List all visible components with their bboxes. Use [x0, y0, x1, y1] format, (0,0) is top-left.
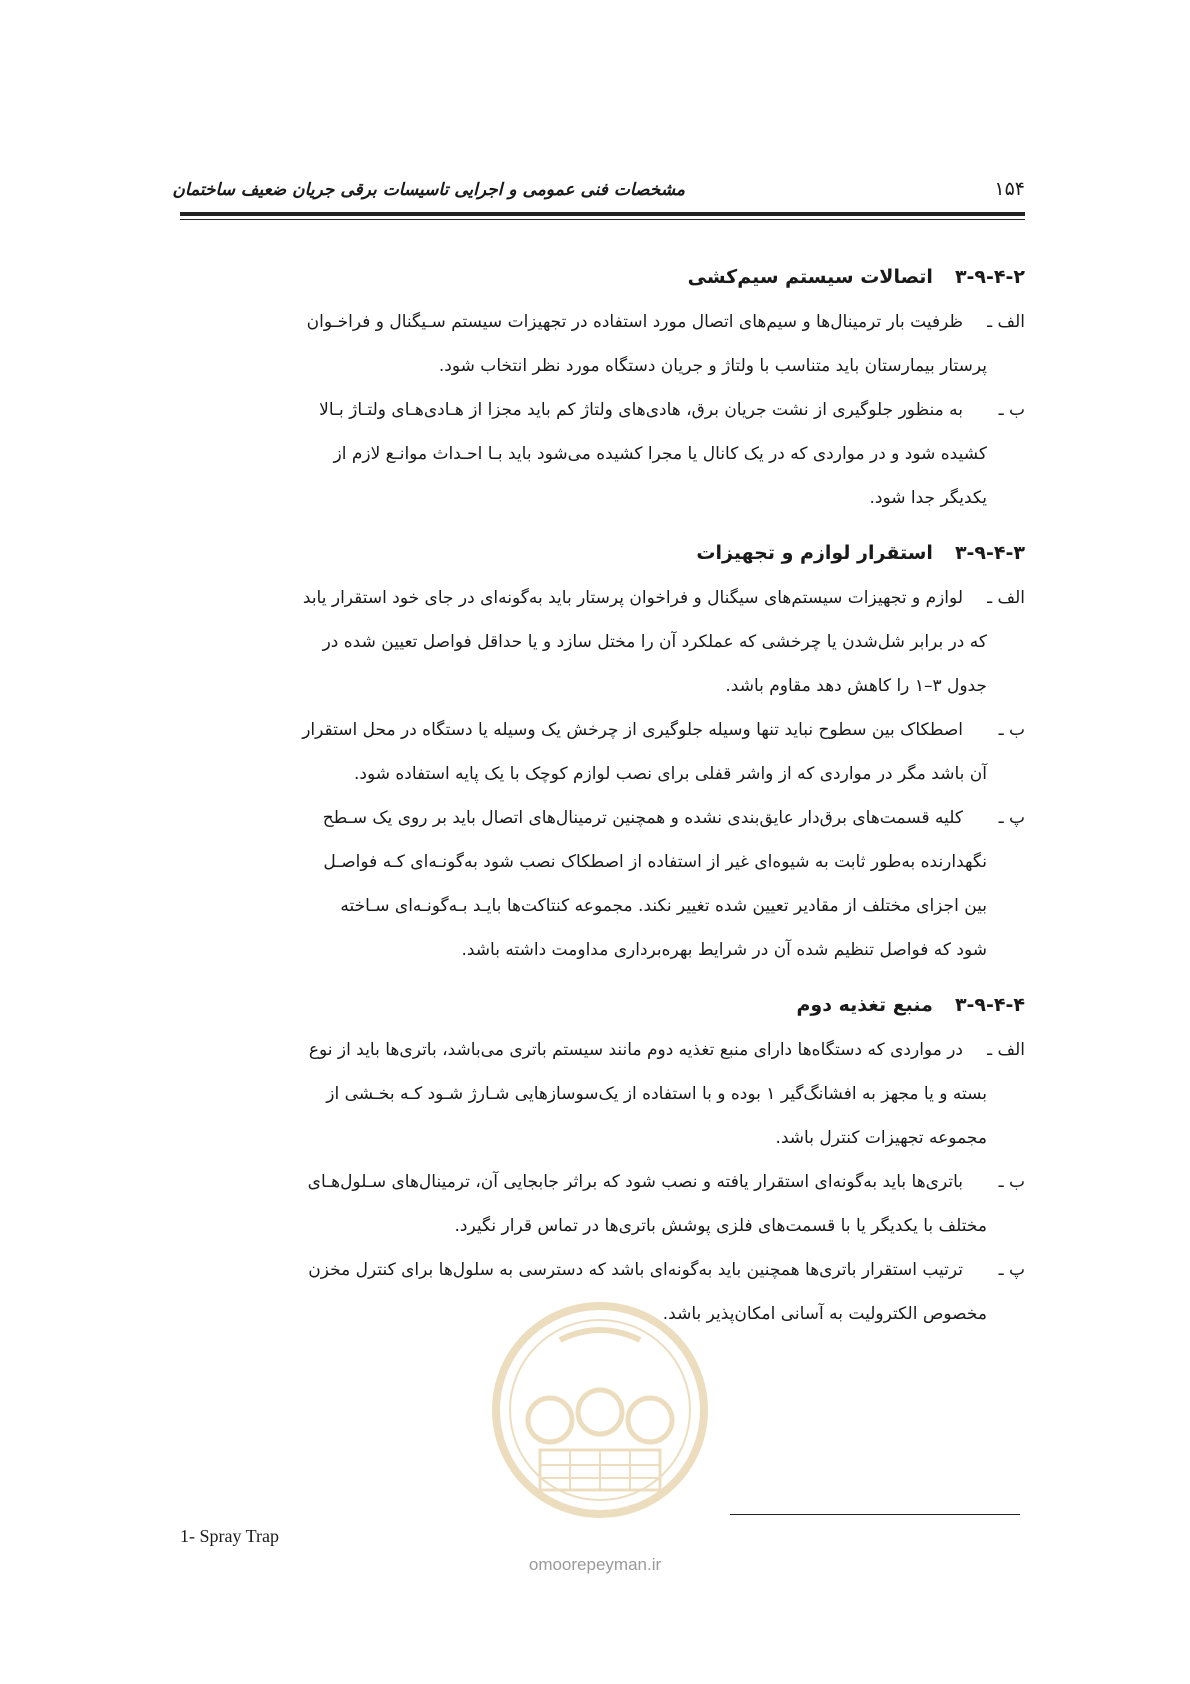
- text-line: آن باشد مگر در مواردی که از واشر قفلی برای نصب لوازم کوچک با یک پایه استفاده شود.: [353, 764, 987, 784]
- list-item: [180, 1028, 1025, 1160]
- section: [180, 262, 1025, 520]
- text-line: بسته و یا مجهز به افشانگ‌گیر ۱ بوده و با استفاده از یک‌سوسازهایی شـارژ شـود کـه بخـشی از: [326, 1084, 987, 1104]
- list-item: [180, 708, 1025, 796]
- item-marker: الف ـ: [987, 312, 1025, 332]
- text-line: یکدیگر جدا شود.: [869, 488, 987, 508]
- section-heading: [180, 262, 1025, 292]
- section-number: ۳-۹-۴-۲: [954, 266, 1025, 288]
- text-line: پرستار بیمارستان باید متناسب با ولتاژ و جریان دستگاه مورد نظر انتخاب شود.: [438, 356, 987, 376]
- text-line: مجموعه تجهیزات کنترل باشد.: [775, 1128, 987, 1148]
- page-header: [172, 178, 1025, 208]
- watermark-url: omoorepeyman.ir: [528, 1555, 662, 1574]
- running-title: مشخصات فنی عمومی و اجرایی تاسیسات برقی جریان ضعیف ساختمان: [172, 180, 685, 200]
- text-line: که در برابر شل‌شدن یا چرخشی که عملکرد آن را مختل سازد و یا حداقل فواصل تعیین شده در: [322, 632, 987, 652]
- item-marker: پ ـ: [998, 808, 1025, 828]
- list-item: [180, 388, 1025, 520]
- section-number: ۳-۹-۴-۴: [954, 994, 1025, 1016]
- header-rule-thin: [180, 219, 1025, 220]
- item-marker: پ ـ: [998, 1260, 1025, 1280]
- text-line: لوازم و تجهیزات سیستم‌های سیگنال و فراخوان پرستار باید به‌گونه‌ای در جای خود استقرار یابد: [302, 588, 963, 608]
- text-line: کشیده شود و در مواردی که در یک کانال یا مجرا کشیده می‌شود باید بـا احـداث موانـع لازم از: [333, 444, 987, 464]
- list-item: [180, 1160, 1025, 1248]
- section: [180, 538, 1025, 972]
- section-title: منبع تغذیه دوم: [796, 994, 933, 1016]
- text-line: ترتیب استقرار باتری‌ها همچنین باید به‌گونه‌ای باشد که دسترسی به سلول‌ها برای کنترل مخزن: [308, 1260, 963, 1280]
- section-title: استقرار لوازم و تجهیزات: [696, 542, 933, 564]
- item-marker: ب ـ: [998, 720, 1025, 740]
- text-line: باتری‌ها باید به‌گونه‌ای استقرار یافته و نصب شود که براثر جابجایی آن، ترمینال‌های سـلول‌هـای: [307, 1172, 963, 1192]
- text-line: جدول ۳–۱ را کاهش دهد مقاوم باشد.: [725, 676, 987, 696]
- footnote: 1- Spray Trap: [180, 1526, 280, 1546]
- text-line: شود که فواصل تنظیم شده آن در شرایط بهره‌برداری مداومت داشته باشد.: [461, 940, 987, 960]
- section-heading: [180, 990, 1025, 1020]
- section-heading: [180, 538, 1025, 568]
- item-marker: الف ـ: [987, 588, 1025, 608]
- item-marker: ب ـ: [998, 400, 1025, 420]
- text-line: کلیه قسمت‌های برق‌دار عایق‌بندی نشده و همچنین ترمینال‌های اتصال باید بر روی یک سـطح: [322, 808, 963, 828]
- text-line: به منظور جلوگیری از نشت جریان برق، هادی‌های ولتاژ کم باید مجزا از هـادی‌هـای ولتـاژ بـالا: [319, 400, 963, 420]
- text-line: اصطکاک بین سطوح نباید تنها وسیله جلوگیری از چرخش یک وسیله یا دستگاه در محل استقرار: [302, 720, 963, 740]
- text-line: بین اجزای مختلف از مقادیر تعیین شده تغییر نکند. مجموعه کنتاکت‌ها بایـد بـه‌گونـه‌ای سـاخته: [340, 896, 987, 916]
- text-line: مختلف با یکدیگر یا با قسمت‌های فلزی پوشش باتری‌ها در تماس قرار نگیرد.: [454, 1216, 987, 1236]
- text-line: ظرفیت بار ترمینال‌ها و سیم‌های اتصال مورد استفاده در تجهیزات سیستم سـیگنال و فراخـوان: [306, 312, 963, 332]
- footnote-rule: [730, 1514, 1020, 1515]
- page-number: ۱۵۴: [994, 178, 1025, 200]
- list-item: [180, 796, 1025, 972]
- text-line: مخصوص الکترولیت به آسانی امکان‌پذیر باشد.: [662, 1304, 987, 1324]
- text-line: نگهدارنده به‌طور ثابت به شیوه‌ای غیر از استفاده از اصطکاک نصب شود به‌گونـه‌ای کـه فواصـل: [323, 852, 987, 872]
- header-rule-thick: [180, 212, 1025, 216]
- section-title: اتصالات سیستم سیم‌کشی: [687, 266, 933, 288]
- list-item: [180, 300, 1025, 388]
- item-marker: الف ـ: [987, 1040, 1025, 1060]
- list-item: [180, 576, 1025, 708]
- watermark-seal-icon: [490, 1300, 710, 1520]
- document-body: [180, 262, 1025, 1354]
- item-marker: ب ـ: [998, 1172, 1025, 1192]
- section: [180, 990, 1025, 1336]
- section-number: ۳-۹-۴-۳: [954, 542, 1025, 564]
- text-line: در مواردی که دستگاه‌ها دارای منبع تغذیه دوم مانند سیستم باتری می‌باشد، باتری‌ها باید از نوع: [308, 1040, 963, 1060]
